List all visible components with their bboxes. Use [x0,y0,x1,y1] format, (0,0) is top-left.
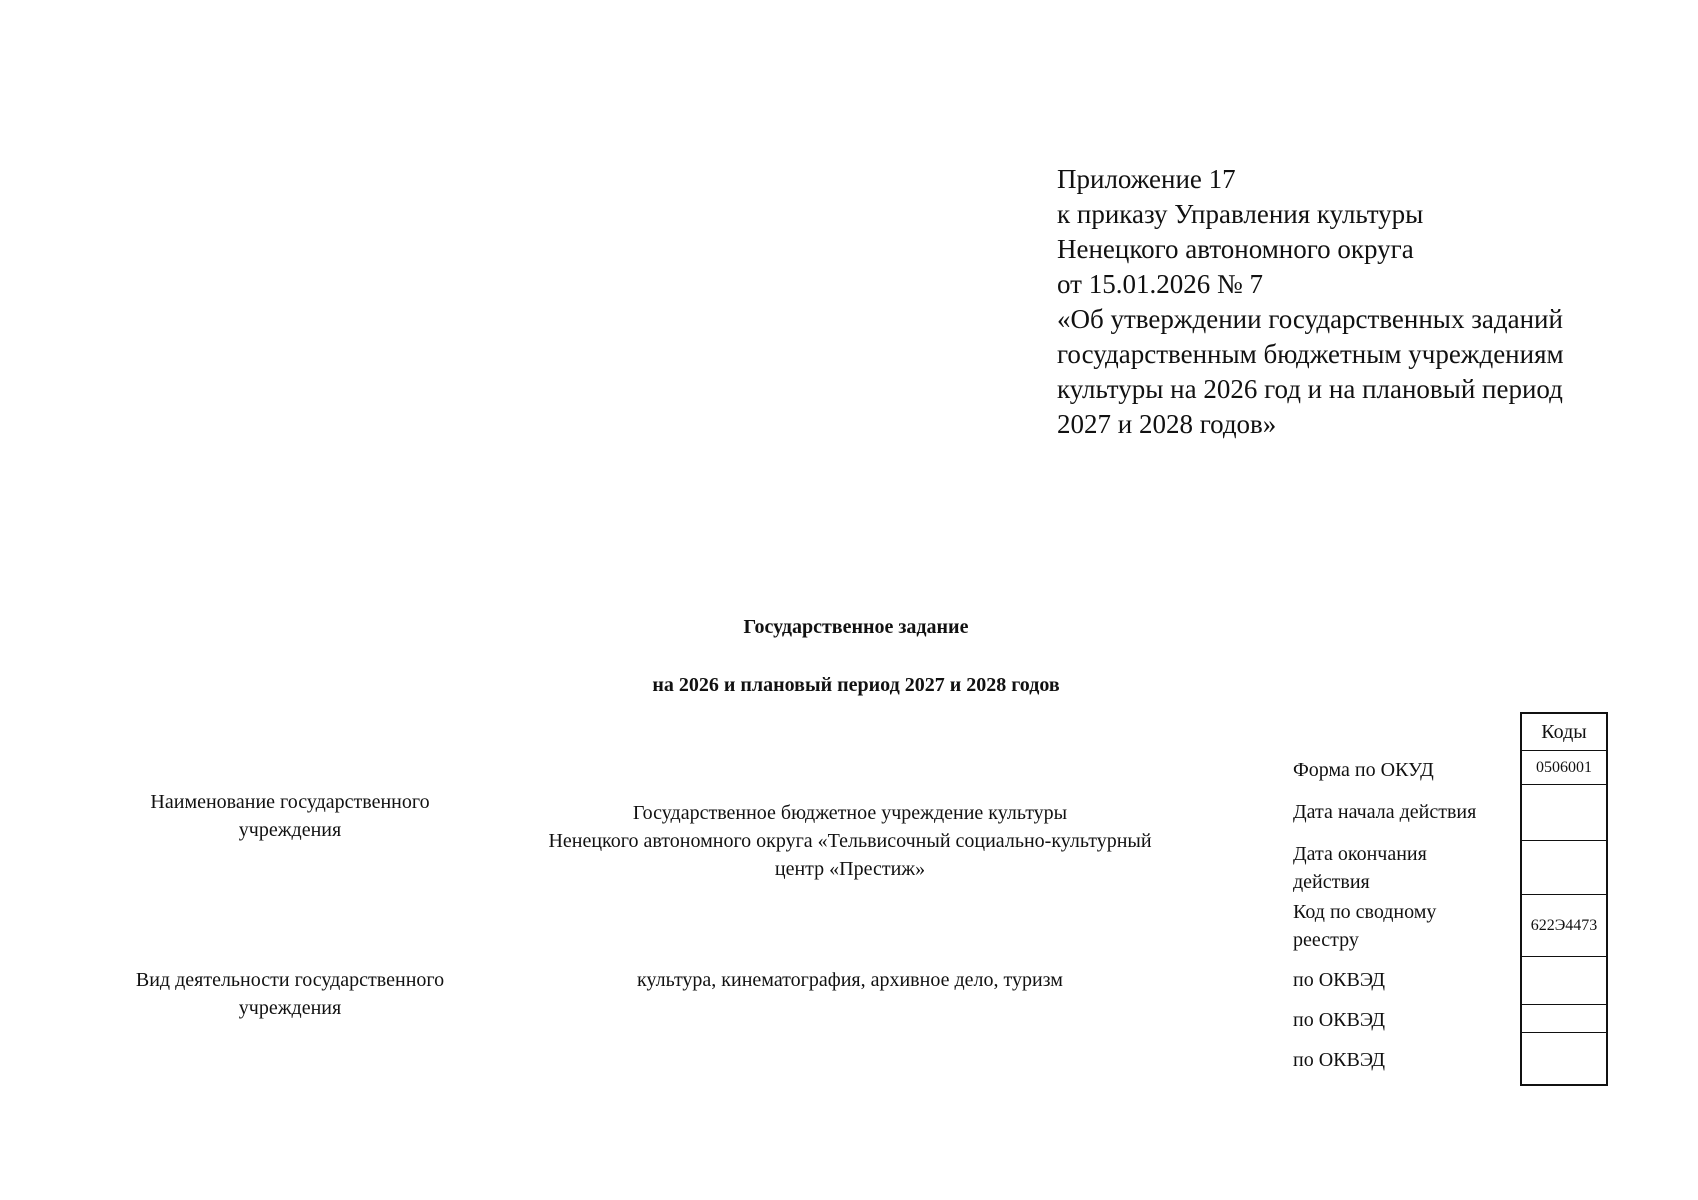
code-label-line: Дата окончания [1293,843,1427,865]
code-value-okved-2 [1520,1004,1608,1032]
code-value-end-date [1520,840,1608,894]
document-period: на 2026 и плановый период 2027 и 2028 годов [652,674,1060,696]
activity-label [80,966,500,1022]
institution-name-line: Государственное бюджетное учреждение культуры [632,802,1068,824]
code-value-okved-3 [1520,1032,1608,1086]
institution-name-line: Ненецкого автономного округа «Тельвисочный социально-культурный [548,830,1152,852]
institution-name [480,799,1220,883]
code-label-registry [1293,898,1436,954]
annex-line: 2027 и 2028 годов» [1057,409,1277,439]
code-value-start-date [1520,784,1608,840]
code-label-okved-1: по ОКВЭД [1293,969,1385,991]
institution-label-line: учреждения [238,819,342,841]
annex-line: Приложение 17 [1057,164,1236,194]
activity-label-line: Вид деятельности государственного [135,969,445,991]
code-value-okved-1 [1520,956,1608,1004]
code-label-okved-2: по ОКВЭД [1293,1009,1385,1031]
activity-label-line: учреждения [238,997,342,1019]
document-title: Государственное задание [743,616,969,638]
annex-line: к приказу Управления культуры [1057,199,1424,229]
institution-label [80,788,500,844]
code-value-okud: 0506001 [1520,750,1608,784]
annex-line: государственным бюджетным учреждениям [1057,339,1564,369]
code-label-line: действия [1293,871,1370,893]
institution-name-line: центр «Престиж» [774,858,926,880]
annex-line: Ненецкого автономного округа [1057,234,1414,264]
annex-line: «Об утверждении государственных заданий [1057,304,1563,334]
code-label-end-date [1293,840,1427,896]
code-label-line: Код по сводному [1293,901,1437,923]
code-label-okved-3: по ОКВЭД [1293,1049,1385,1071]
code-value-registry: 622Э4473 [1520,894,1608,956]
code-label-line: реестру [1293,929,1359,951]
codes-header: Коды [1520,712,1608,750]
code-label-okud: Форма по ОКУД [1293,759,1434,781]
institution-label-line: Наименование государственного [150,791,430,813]
annex-line: от 15.01.2026 № 7 [1057,269,1263,299]
annex-line: культуры на 2026 год и на плановый период [1057,374,1563,404]
activity-value: культура, кинематография, архивное дело, туризм [637,969,1063,991]
code-label-start-date: Дата начала действия [1293,801,1477,823]
annex-header [1057,162,1657,442]
